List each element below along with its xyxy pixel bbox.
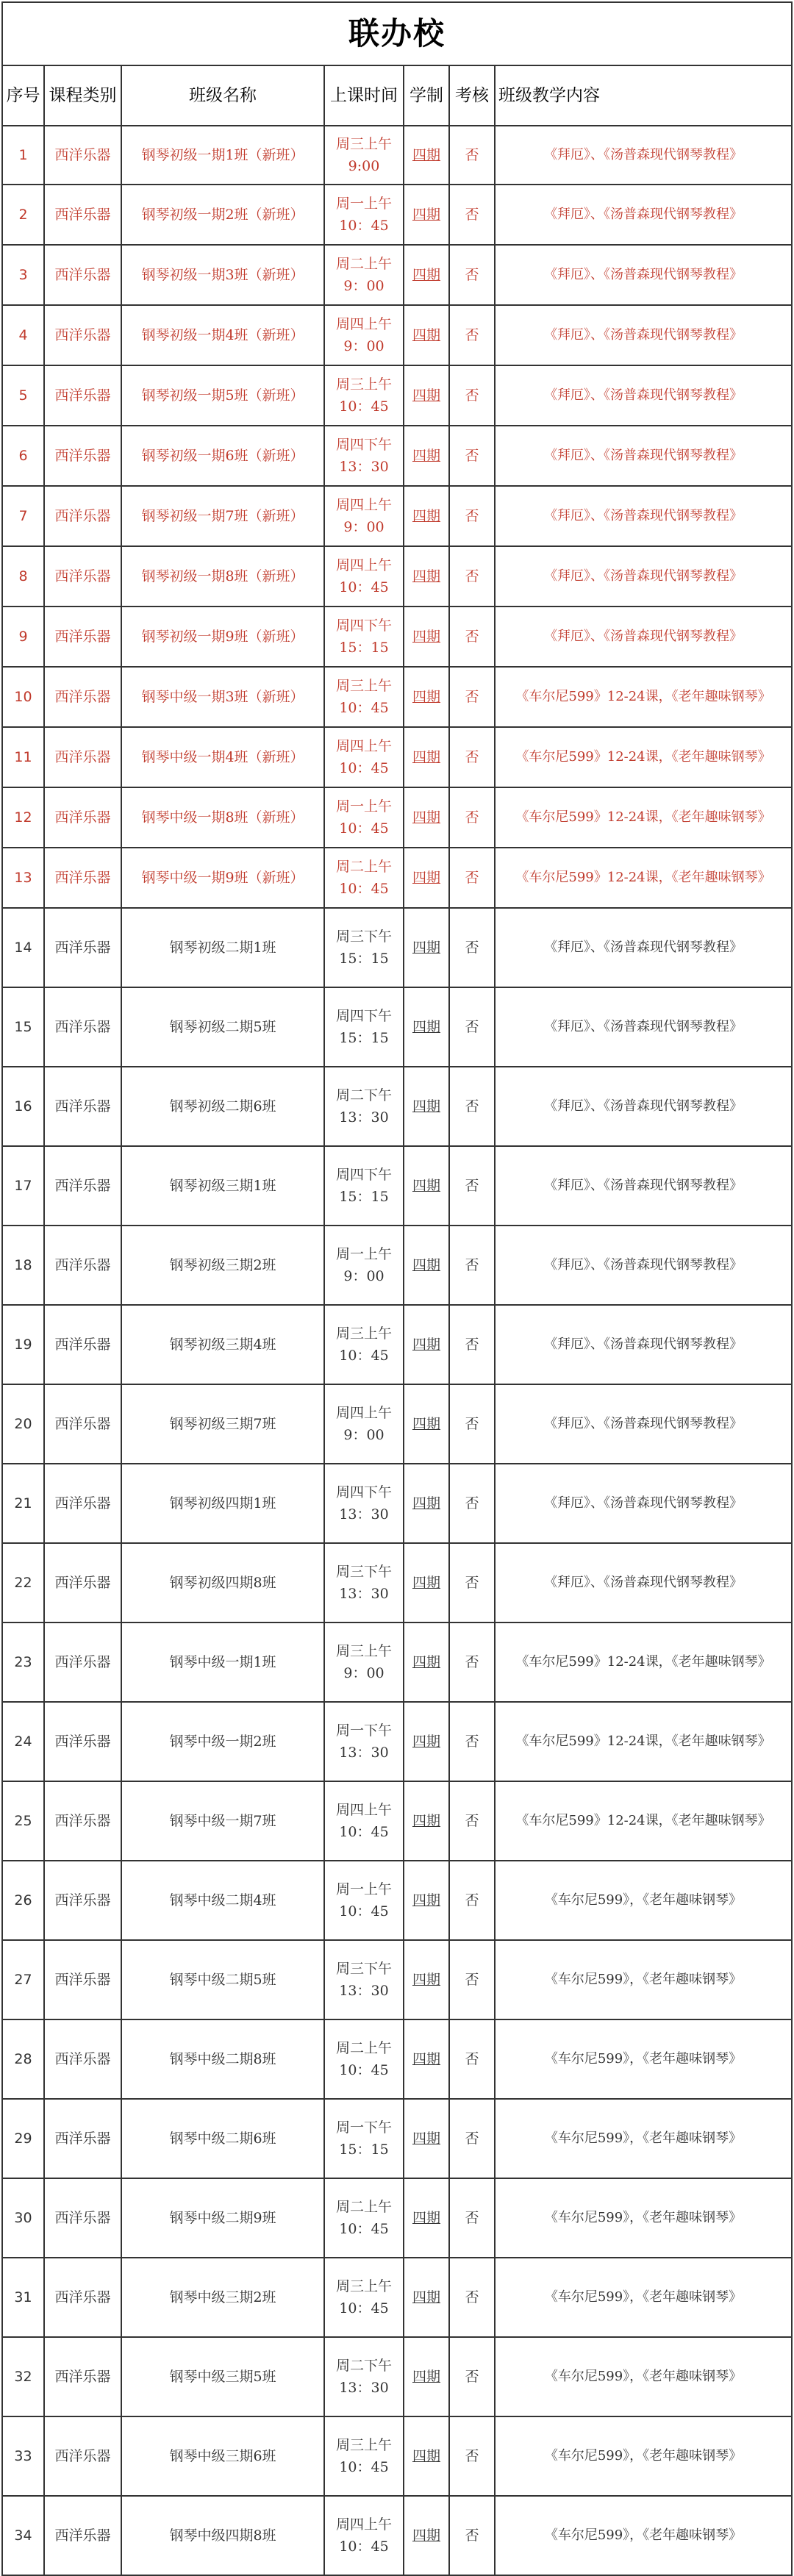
row-class-name: 钢琴中级三期2班: [121, 2258, 324, 2337]
table-row: [2, 1384, 792, 1464]
row-exam: 否: [449, 245, 495, 305]
row-class-name: 钢琴中级二期6班: [121, 2099, 324, 2178]
row-class-name: 钢琴初级一期1班（新班）: [121, 126, 324, 185]
row-content: 《车尔尼599》，《老年趣味钢琴》: [495, 2416, 792, 2496]
row-class-name: 钢琴初级四期1班: [121, 1464, 324, 1543]
row-class-name: 钢琴初级三期4班: [121, 1305, 324, 1384]
table-row: [2, 607, 792, 667]
table-row: [2, 2178, 792, 2258]
row-exam: 否: [449, 486, 495, 546]
row-time: 周三上午 9：00: [324, 1622, 404, 1702]
row-exam: 否: [449, 1384, 495, 1464]
row-class-name: 钢琴中级一期4班（新班）: [121, 727, 324, 787]
row-content: 《拜厄》、《汤普森现代钢琴教程》: [495, 1226, 792, 1305]
row-term: 四期: [404, 2019, 449, 2099]
row-number: 32: [2, 2337, 44, 2416]
table-row: [2, 305, 792, 365]
row-class-name: 钢琴中级四期8班: [121, 2496, 324, 2575]
row-content: 《拜厄》、《汤普森现代钢琴教程》: [495, 305, 792, 365]
row-exam: 否: [449, 2337, 495, 2416]
row-exam: 否: [449, 305, 495, 365]
row-term: 四期: [404, 1146, 449, 1226]
row-term: 四期: [404, 727, 449, 787]
row-term: 四期: [404, 245, 449, 305]
row-term: 四期: [404, 1622, 449, 1702]
row-term: 四期: [404, 2496, 449, 2575]
row-term: 四期: [404, 1781, 449, 1861]
row-term: 四期: [404, 1384, 449, 1464]
row-term: 四期: [404, 787, 449, 848]
table-row: [2, 1781, 792, 1861]
table-row: [2, 245, 792, 305]
table-row: [2, 987, 792, 1067]
row-term: 四期: [404, 2337, 449, 2416]
row-term: 四期: [404, 987, 449, 1067]
header-term: 学制: [404, 65, 449, 126]
row-content: 《车尔尼599》，《老年趣味钢琴》: [495, 2337, 792, 2416]
row-time: 周二上午 10：45: [324, 2019, 404, 2099]
row-category: 西洋乐器: [44, 305, 121, 365]
row-category: 西洋乐器: [44, 1702, 121, 1781]
table-row: [2, 2258, 792, 2337]
row-number: 11: [2, 727, 44, 787]
row-number: 18: [2, 1226, 44, 1305]
row-number: 12: [2, 787, 44, 848]
table-row: [2, 1305, 792, 1384]
row-exam: 否: [449, 2019, 495, 2099]
row-class-name: 钢琴中级一期7班: [121, 1781, 324, 1861]
row-time: 周一上午 10：45: [324, 185, 404, 245]
row-category: 西洋乐器: [44, 1543, 121, 1622]
row-category: 西洋乐器: [44, 426, 121, 486]
row-term: 四期: [404, 426, 449, 486]
row-time: 周二上午 9：00: [324, 245, 404, 305]
row-time: 周二上午 10：45: [324, 2178, 404, 2258]
row-category: 西洋乐器: [44, 1464, 121, 1543]
row-time: 周三下午 13：30: [324, 1543, 404, 1622]
header-exam: 考核: [449, 65, 495, 126]
row-time: 周四上午 10：45: [324, 1781, 404, 1861]
row-class-name: 钢琴初级一期2班（新班）: [121, 185, 324, 245]
row-class-name: 钢琴中级二期5班: [121, 1940, 324, 2019]
row-number: 13: [2, 848, 44, 908]
table-row: [2, 185, 792, 245]
row-class-name: 钢琴中级一期9班（新班）: [121, 848, 324, 908]
row-term: 四期: [404, 486, 449, 546]
row-class-name: 钢琴中级二期8班: [121, 2019, 324, 2099]
row-time: 周四上午 9：00: [324, 305, 404, 365]
row-content: 《车尔尼599》，《老年趣味钢琴》: [495, 1940, 792, 2019]
row-term: 四期: [404, 848, 449, 908]
row-content: 《拜厄》、《汤普森现代钢琴教程》: [495, 1305, 792, 1384]
row-exam: 否: [449, 126, 495, 185]
table-row: [2, 1067, 792, 1146]
row-number: 9: [2, 607, 44, 667]
row-category: 西洋乐器: [44, 1781, 121, 1861]
row-exam: 否: [449, 987, 495, 1067]
row-number: 20: [2, 1384, 44, 1464]
row-exam: 否: [449, 1781, 495, 1861]
row-content: 《车尔尼599》12-24课，《老年趣味钢琴》: [495, 1781, 792, 1861]
row-number: 21: [2, 1464, 44, 1543]
row-category: 西洋乐器: [44, 2178, 121, 2258]
row-number: 4: [2, 305, 44, 365]
table-row: [2, 1940, 792, 2019]
row-time: 周三上午 10：45: [324, 365, 404, 426]
row-term: 四期: [404, 1940, 449, 2019]
table-row: [2, 2099, 792, 2178]
row-content: 《车尔尼599》，《老年趣味钢琴》: [495, 2019, 792, 2099]
row-category: 西洋乐器: [44, 848, 121, 908]
row-category: 西洋乐器: [44, 1384, 121, 1464]
row-number: 8: [2, 546, 44, 607]
table-row: [2, 727, 792, 787]
row-class-name: 钢琴中级二期4班: [121, 1861, 324, 1940]
row-number: 17: [2, 1146, 44, 1226]
row-exam: 否: [449, 667, 495, 727]
row-content: 《拜厄》、《汤普森现代钢琴教程》: [495, 185, 792, 245]
row-number: 19: [2, 1305, 44, 1384]
row-number: 3: [2, 245, 44, 305]
row-number: 24: [2, 1702, 44, 1781]
row-content: 《拜厄》、《汤普森现代钢琴教程》: [495, 426, 792, 486]
row-number: 5: [2, 365, 44, 426]
row-exam: 否: [449, 2099, 495, 2178]
row-time: 周二上午 10：45: [324, 848, 404, 908]
row-number: 6: [2, 426, 44, 486]
row-time: 周三上午 10：45: [324, 1305, 404, 1384]
row-exam: 否: [449, 848, 495, 908]
row-content: 《车尔尼599》12-24课，《老年趣味钢琴》: [495, 667, 792, 727]
table-row: [2, 2337, 792, 2416]
row-time: 周二下午 13：30: [324, 2337, 404, 2416]
schedule-table: [1, 1, 793, 2576]
row-class-name: 钢琴初级一期5班（新班）: [121, 365, 324, 426]
table-row: [2, 1543, 792, 1622]
table-row: [2, 1226, 792, 1305]
row-number: 27: [2, 1940, 44, 2019]
row-category: 西洋乐器: [44, 607, 121, 667]
table-row: [2, 667, 792, 727]
table-body: [2, 126, 792, 2575]
row-category: 西洋乐器: [44, 908, 121, 987]
row-term: 四期: [404, 2178, 449, 2258]
table-row: [2, 486, 792, 546]
row-time: 周三上午 9:00: [324, 126, 404, 185]
row-category: 西洋乐器: [44, 2416, 121, 2496]
row-time: 周三上午 10：45: [324, 2416, 404, 2496]
row-class-name: 钢琴初级一期4班（新班）: [121, 305, 324, 365]
row-time: 周三下午 15：15: [324, 908, 404, 987]
row-term: 四期: [404, 1464, 449, 1543]
row-category: 西洋乐器: [44, 486, 121, 546]
row-exam: 否: [449, 2258, 495, 2337]
row-exam: 否: [449, 2178, 495, 2258]
row-exam: 否: [449, 546, 495, 607]
row-class-name: 钢琴初级二期6班: [121, 1067, 324, 1146]
row-class-name: 钢琴初级三期2班: [121, 1226, 324, 1305]
row-content: 《拜厄》、《汤普森现代钢琴教程》: [495, 987, 792, 1067]
table-row: [2, 908, 792, 987]
row-exam: 否: [449, 1464, 495, 1543]
row-class-name: 钢琴中级三期6班: [121, 2416, 324, 2496]
row-category: 西洋乐器: [44, 126, 121, 185]
row-number: 16: [2, 1067, 44, 1146]
row-category: 西洋乐器: [44, 185, 121, 245]
header-time: 上课时间: [324, 65, 404, 126]
row-content: 《拜厄》、《汤普森现代钢琴教程》: [495, 245, 792, 305]
row-class-name: 钢琴中级三期5班: [121, 2337, 324, 2416]
table-row: [2, 2416, 792, 2496]
table-row: [2, 787, 792, 848]
row-term: 四期: [404, 1543, 449, 1622]
row-number: 2: [2, 185, 44, 245]
row-category: 西洋乐器: [44, 2258, 121, 2337]
row-time: 周一上午 10：45: [324, 787, 404, 848]
row-exam: 否: [449, 1543, 495, 1622]
schedule-sheet: [1, 1, 791, 2576]
row-number: 29: [2, 2099, 44, 2178]
row-content: 《车尔尼599》12-24课，《老年趣味钢琴》: [495, 727, 792, 787]
row-content: 《车尔尼599》12-24课，《老年趣味钢琴》: [495, 787, 792, 848]
row-class-name: 钢琴初级四期8班: [121, 1543, 324, 1622]
row-category: 西洋乐器: [44, 2496, 121, 2575]
row-time: 周四下午 15：15: [324, 607, 404, 667]
row-category: 西洋乐器: [44, 1146, 121, 1226]
row-category: 西洋乐器: [44, 1861, 121, 1940]
row-category: 西洋乐器: [44, 1940, 121, 2019]
row-content: 《拜厄》、《汤普森现代钢琴教程》: [495, 607, 792, 667]
row-category: 西洋乐器: [44, 546, 121, 607]
row-category: 西洋乐器: [44, 667, 121, 727]
row-category: 西洋乐器: [44, 787, 121, 848]
row-exam: 否: [449, 1861, 495, 1940]
row-content: 《拜厄》、《汤普森现代钢琴教程》: [495, 1067, 792, 1146]
row-time: 周一上午 9：00: [324, 1226, 404, 1305]
row-number: 10: [2, 667, 44, 727]
row-term: 四期: [404, 1861, 449, 1940]
row-time: 周四上午 10：45: [324, 2496, 404, 2575]
row-category: 西洋乐器: [44, 365, 121, 426]
table-row: [2, 2496, 792, 2575]
row-content: 《拜厄》、《汤普森现代钢琴教程》: [495, 1146, 792, 1226]
row-time: 周四上午 10：45: [324, 546, 404, 607]
row-content: 《车尔尼599》，《老年趣味钢琴》: [495, 2496, 792, 2575]
row-term: 四期: [404, 365, 449, 426]
row-time: 周四下午 13：30: [324, 1464, 404, 1543]
row-category: 西洋乐器: [44, 1226, 121, 1305]
row-content: 《车尔尼599》12-24课，《老年趣味钢琴》: [495, 848, 792, 908]
row-time: 周四上午 9：00: [324, 486, 404, 546]
row-class-name: 钢琴初级三期1班: [121, 1146, 324, 1226]
table-row: [2, 546, 792, 607]
table-row: [2, 126, 792, 185]
row-time: 周三上午 10：45: [324, 667, 404, 727]
row-class-name: 钢琴中级一期3班（新班）: [121, 667, 324, 727]
row-number: 14: [2, 908, 44, 987]
row-term: 四期: [404, 546, 449, 607]
row-class-name: 钢琴中级二期9班: [121, 2178, 324, 2258]
row-term: 四期: [404, 2258, 449, 2337]
table-row: [2, 1622, 792, 1702]
row-term: 四期: [404, 1067, 449, 1146]
row-category: 西洋乐器: [44, 1622, 121, 1702]
table-row: [2, 365, 792, 426]
row-class-name: 钢琴初级一期7班（新班）: [121, 486, 324, 546]
row-exam: 否: [449, 1702, 495, 1781]
table-row: [2, 1146, 792, 1226]
row-content: 《拜厄》、《汤普森现代钢琴教程》: [495, 908, 792, 987]
row-content: 《拜厄》、《汤普森现代钢琴教程》: [495, 1384, 792, 1464]
row-exam: 否: [449, 1622, 495, 1702]
row-content: 《车尔尼599》12-24课，《老年趣味钢琴》: [495, 1702, 792, 1781]
row-class-name: 钢琴中级一期2班: [121, 1702, 324, 1781]
row-class-name: 钢琴初级二期1班: [121, 908, 324, 987]
row-term: 四期: [404, 607, 449, 667]
row-category: 西洋乐器: [44, 2019, 121, 2099]
row-number: 34: [2, 2496, 44, 2575]
row-category: 西洋乐器: [44, 1067, 121, 1146]
row-time: 周一上午 10：45: [324, 1861, 404, 1940]
row-content: 《拜厄》、《汤普森现代钢琴教程》: [495, 126, 792, 185]
row-time: 周四下午 15：15: [324, 987, 404, 1067]
row-number: 28: [2, 2019, 44, 2099]
row-category: 西洋乐器: [44, 245, 121, 305]
row-category: 西洋乐器: [44, 2337, 121, 2416]
row-category: 西洋乐器: [44, 2099, 121, 2178]
header-no: 序号: [2, 65, 44, 126]
row-number: 15: [2, 987, 44, 1067]
table-row: [2, 1861, 792, 1940]
row-exam: 否: [449, 1940, 495, 2019]
row-time: 周三上午 10：45: [324, 2258, 404, 2337]
row-term: 四期: [404, 126, 449, 185]
row-exam: 否: [449, 727, 495, 787]
row-exam: 否: [449, 365, 495, 426]
row-number: 23: [2, 1622, 44, 1702]
row-number: 22: [2, 1543, 44, 1622]
table-header-row: [2, 65, 792, 126]
table-row: [2, 2019, 792, 2099]
row-term: 四期: [404, 908, 449, 987]
row-number: 7: [2, 486, 44, 546]
row-class-name: 钢琴中级一期1班: [121, 1622, 324, 1702]
row-exam: 否: [449, 787, 495, 848]
row-number: 1: [2, 126, 44, 185]
row-class-name: 钢琴中级一期8班（新班）: [121, 787, 324, 848]
row-time: 周四上午 10：45: [324, 727, 404, 787]
row-term: 四期: [404, 667, 449, 727]
row-number: 25: [2, 1781, 44, 1861]
row-time: 周一下午 15：15: [324, 2099, 404, 2178]
row-content: 《拜厄》、《汤普森现代钢琴教程》: [495, 486, 792, 546]
row-term: 四期: [404, 2099, 449, 2178]
row-class-name: 钢琴初级二期5班: [121, 987, 324, 1067]
row-term: 四期: [404, 1305, 449, 1384]
header-category: 课程类别: [44, 65, 121, 126]
row-category: 西洋乐器: [44, 987, 121, 1067]
row-time: 周四上午 9：00: [324, 1384, 404, 1464]
table-row: [2, 1702, 792, 1781]
row-term: 四期: [404, 305, 449, 365]
row-exam: 否: [449, 185, 495, 245]
table-row: [2, 848, 792, 908]
row-class-name: 钢琴初级一期3班（新班）: [121, 245, 324, 305]
row-content: 《拜厄》、《汤普森现代钢琴教程》: [495, 365, 792, 426]
row-number: 30: [2, 2178, 44, 2258]
row-time: 周三下午 13：30: [324, 1940, 404, 2019]
row-content: 《拜厄》、《汤普森现代钢琴教程》: [495, 1543, 792, 1622]
row-term: 四期: [404, 2416, 449, 2496]
row-content: 《拜厄》、《汤普森现代钢琴教程》: [495, 1464, 792, 1543]
row-exam: 否: [449, 2496, 495, 2575]
row-exam: 否: [449, 607, 495, 667]
row-exam: 否: [449, 1146, 495, 1226]
row-time: 周四下午 13：30: [324, 426, 404, 486]
row-class-name: 钢琴初级一期9班（新班）: [121, 607, 324, 667]
row-exam: 否: [449, 1226, 495, 1305]
row-time: 周一下午 13：30: [324, 1702, 404, 1781]
row-number: 33: [2, 2416, 44, 2496]
row-class-name: 钢琴初级一期8班（新班）: [121, 546, 324, 607]
row-term: 四期: [404, 1702, 449, 1781]
row-content: 《车尔尼599》，《老年趣味钢琴》: [495, 2178, 792, 2258]
row-content: 《车尔尼599》，《老年趣味钢琴》: [495, 2099, 792, 2178]
row-content: 《车尔尼599》，《老年趣味钢琴》: [495, 1861, 792, 1940]
row-content: 《拜厄》、《汤普森现代钢琴教程》: [495, 546, 792, 607]
row-exam: 否: [449, 1067, 495, 1146]
row-content: 《车尔尼599》12-24课，《老年趣味钢琴》: [495, 1622, 792, 1702]
table-row: [2, 426, 792, 486]
row-category: 西洋乐器: [44, 1305, 121, 1384]
row-time: 周四下午 15：15: [324, 1146, 404, 1226]
row-exam: 否: [449, 2416, 495, 2496]
header-class-name: 班级名称: [121, 65, 324, 126]
row-number: 26: [2, 1861, 44, 1940]
header-content: 班级教学内容: [495, 65, 792, 126]
row-term: 四期: [404, 1226, 449, 1305]
page-title: 联办校: [2, 2, 792, 65]
row-category: 西洋乐器: [44, 727, 121, 787]
row-exam: 否: [449, 908, 495, 987]
row-class-name: 钢琴初级一期6班（新班）: [121, 426, 324, 486]
row-time: 周二下午 13：30: [324, 1067, 404, 1146]
row-number: 31: [2, 2258, 44, 2337]
row-content: 《车尔尼599》，《老年趣味钢琴》: [495, 2258, 792, 2337]
row-class-name: 钢琴初级三期7班: [121, 1384, 324, 1464]
row-term: 四期: [404, 185, 449, 245]
row-exam: 否: [449, 426, 495, 486]
row-exam: 否: [449, 1305, 495, 1384]
table-row: [2, 1464, 792, 1543]
